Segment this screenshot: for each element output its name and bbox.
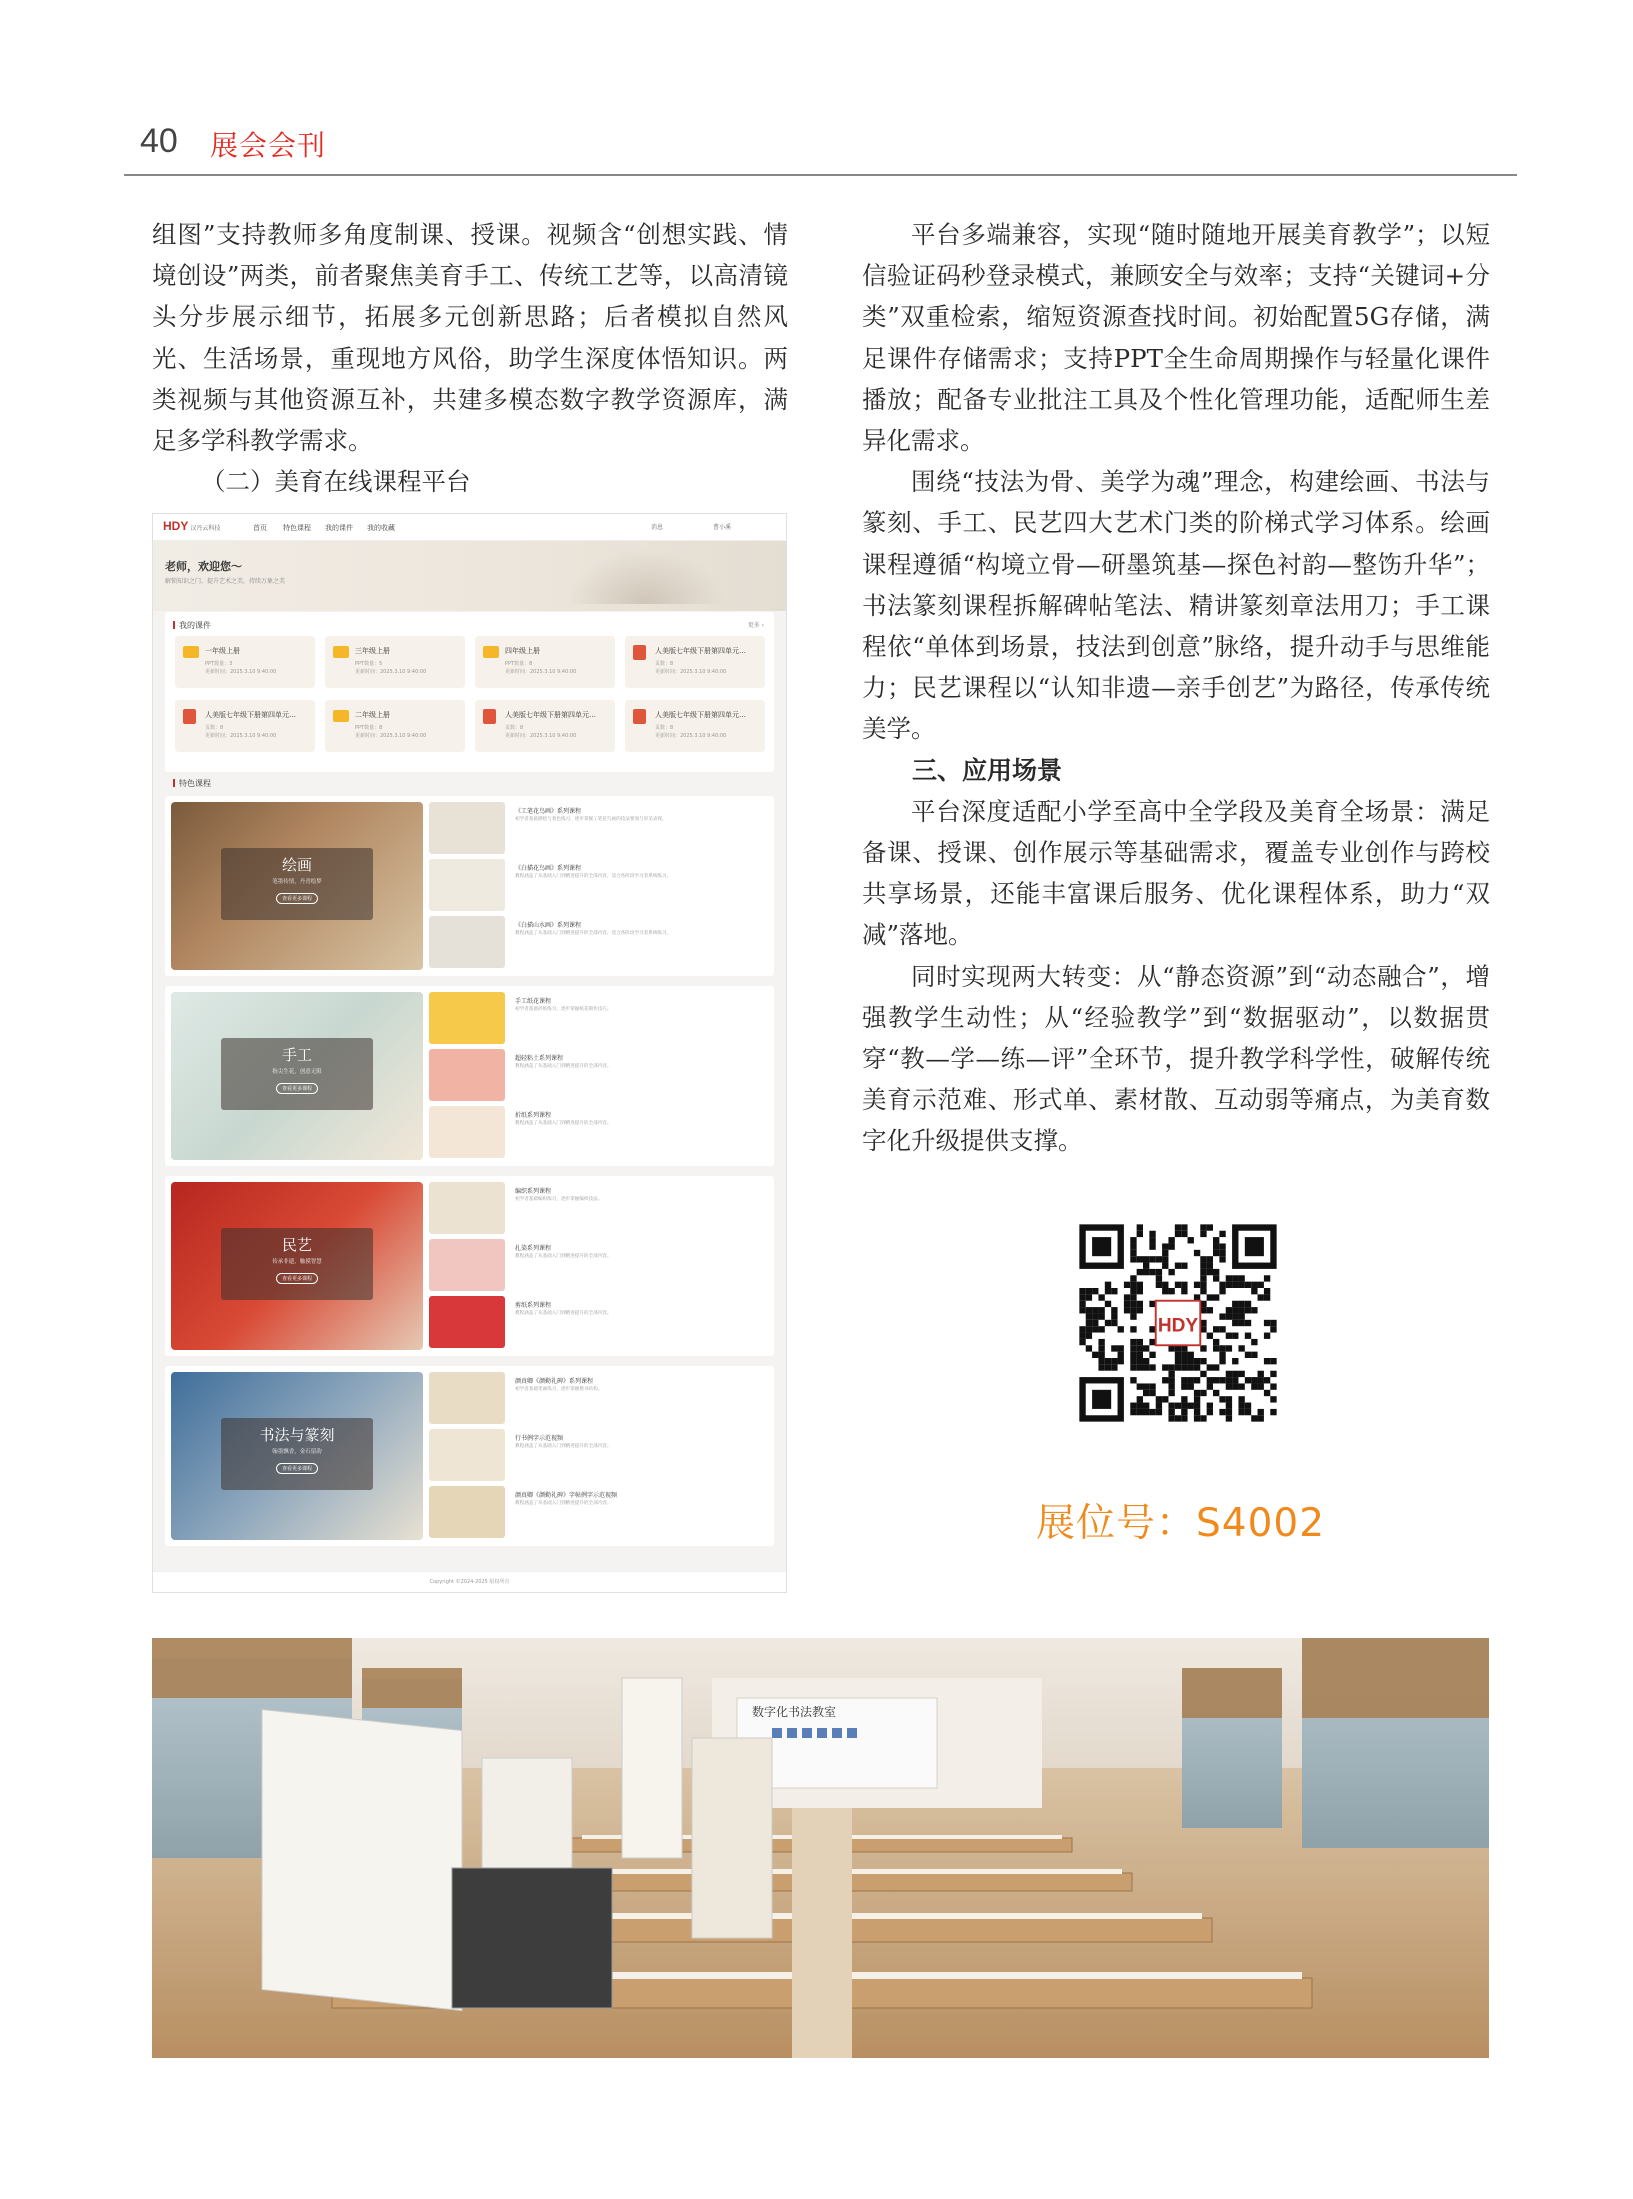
course-desc: 教程涵盖了从基础入门到精进提升的全部内容。 <box>515 1444 612 1449</box>
right-paragraph-2: 围绕“技法为骨、美学为魂”理念，构建绘画、书法与篆刻、手工、民艺四大艺术门类的阶梯式学习体系。绘画课程遵循“构境立骨—研墨筑基—探色衬韵—整饬升华”；书法篆刻课程拆解碑帖笔法、精讲篆刻章法用刀；手工课程依“单体到场景，技法到创意”脉络，提升动手与思维能力；民艺课程以“认知非遗—亲手创艺”为路径，传承传统美学。 <box>862 467 1490 744</box>
courseware-title: 人美版七年级下册第四单元… <box>655 647 746 655</box>
featured-course-block <box>165 796 774 976</box>
qr-code <box>1073 1218 1283 1428</box>
right-paragraph-4: 同时实现两大转变：从“静态资源”到“动态融合”，增强教学生动性；从“经验教学”到“数据驱动”，以数据贯穿“教—学—练—评”全环节，提升教学科学性，破解传统美育示范难、形式单、素材散、互动弱等痛点，为美育数字化升级提供支撑。 <box>862 961 1490 1156</box>
ppt-icon <box>483 709 496 724</box>
header-rule <box>124 174 1517 176</box>
courseware-date: 更新时间：2025.3.10 9:40:00 <box>205 669 277 675</box>
course-title[interactable]: 折纸系列课程 <box>515 1112 552 1119</box>
featured-desc: 翰墨飘香，金石留韵 <box>272 1449 322 1455</box>
course-thumbnail[interactable] <box>429 1372 505 1424</box>
courseware-date: 更新时间：2025.3.10 9:40:00 <box>505 669 577 675</box>
courseware-more-link[interactable]: 更多 › <box>747 622 764 629</box>
folder-icon <box>483 646 499 658</box>
right-column <box>862 214 1490 1162</box>
courseware-meta: 页数：8 <box>655 725 674 731</box>
courseware-card[interactable] <box>625 636 765 688</box>
featured-title: 特色课程 <box>173 778 211 789</box>
featured-cover[interactable] <box>171 802 423 970</box>
courseware-card[interactable] <box>475 700 615 752</box>
course-title[interactable]: 《白描花鸟画》系列课程 <box>515 865 582 872</box>
ppt-icon <box>633 709 646 724</box>
view-more-button[interactable]: 查看更多课程 <box>276 893 318 904</box>
folder-icon <box>183 646 199 658</box>
featured-category: 绘画 <box>281 856 312 874</box>
course-thumbnail[interactable] <box>429 1429 505 1481</box>
featured-course-block <box>165 986 774 1166</box>
courseware-meta: 页数：8 <box>505 725 524 731</box>
courseware-meta: 页数：8 <box>205 725 224 731</box>
view-more-button[interactable]: 查看更多课程 <box>276 1273 318 1284</box>
magazine-name: 展会会刊 <box>210 129 327 162</box>
folder-icon <box>333 646 349 658</box>
course-title[interactable]: 颜真卿《颜勤礼碑》字帖例字示范视频 <box>515 1492 618 1499</box>
featured-desc: 传承非遗，触摸智慧 <box>272 1259 322 1265</box>
courseware-title: 二年级上册 <box>355 711 390 719</box>
course-desc: 初学者基础笔画练习，逐步掌握楷书结构。 <box>515 1387 603 1392</box>
course-thumbnail[interactable] <box>429 1296 505 1348</box>
my-courseware-panel <box>165 612 774 772</box>
course-thumbnail[interactable] <box>429 859 505 911</box>
featured-cover[interactable] <box>171 992 423 1160</box>
course-thumbnail[interactable] <box>429 992 505 1044</box>
course-title[interactable]: 颜真卿《颜勤礼碑》系列课程 <box>515 1378 594 1385</box>
course-title[interactable]: 《白描山水画》系列课程 <box>515 922 582 929</box>
platform-screenshot <box>152 513 787 1593</box>
welcome-subtext: 解锁知识之门，提升艺术之美，持续万象之美 <box>165 578 286 585</box>
course-title[interactable]: 手工纸花课程 <box>515 998 552 1005</box>
course-thumbnail[interactable] <box>429 1182 505 1234</box>
course-desc: 教程涵盖了从基础入门到精进提升的全部内容。 <box>515 1121 612 1126</box>
course-title[interactable]: 超轻粘土系列课程 <box>515 1055 564 1062</box>
courseware-date: 更新时间：2025.3.10 9:40:00 <box>205 733 277 739</box>
ppt-icon <box>183 709 196 724</box>
featured-course-block <box>165 1176 774 1356</box>
courseware-card[interactable] <box>325 700 465 752</box>
section-heading-3: 三、应用场景 <box>912 755 1063 785</box>
featured-category: 手工 <box>281 1046 312 1064</box>
courseware-card[interactable] <box>175 700 315 752</box>
course-thumbnail[interactable] <box>429 1106 505 1158</box>
left-subheading: （二）美育在线课程平台 <box>201 467 471 497</box>
welcome-text: 老师，欢迎您～ <box>165 560 242 573</box>
courseware-meta: PPT数量：8 <box>505 661 533 667</box>
board-title: 数字化书法教室 <box>752 1705 837 1719</box>
featured-cover[interactable] <box>171 1372 423 1540</box>
course-desc: 教程涵盖了从基础入门到精进提升的全部内容，适合各阶段学习者系统练习。 <box>515 931 672 936</box>
classroom-photo <box>152 1638 1489 2058</box>
platform-navbar <box>153 514 786 541</box>
course-desc: 教程涵盖了从基础入门到精进提升的全部内容，适合各阶段学习者系统练习。 <box>515 874 672 879</box>
courseware-date: 更新时间：2025.3.10 9:40:00 <box>655 733 727 739</box>
courseware-meta: PPT数量：3 <box>205 661 233 667</box>
course-desc: 教程涵盖了从基础入门到精进提升的全部内容。 <box>515 1311 612 1316</box>
right-paragraph-1: 平台多端兼容，实现“随时随地开展美育教学”；以短信验证码秒登录模式，兼顾安全与效率；支持“关键词+分类”双重检索，缩短资源查找时间。初始配置5G存储，满足课件存储需求；支持PPT全生命周期操作与轻量化课件播放；配备专业批注工具及个性化管理功能，适配师生差异化需求。 <box>862 220 1490 456</box>
courseware-title: 四年级上册 <box>505 647 540 655</box>
featured-desc: 指尖生花，创意无限 <box>272 1069 322 1075</box>
course-desc: 初学者基础编织练习，逐步掌握编织技法。 <box>515 1197 603 1202</box>
courseware-card[interactable] <box>475 636 615 688</box>
course-thumbnail[interactable] <box>429 1049 505 1101</box>
courseware-date: 更新时间：2025.3.10 9:40:00 <box>355 733 427 739</box>
course-desc: 教程涵盖了从基础入门到精进提升的全部内容。 <box>515 1501 612 1506</box>
courseware-title: 人美版七年级下册第四单元… <box>655 711 746 719</box>
course-desc: 教程涵盖了从基础入门到精进提升的全部内容。 <box>515 1254 612 1259</box>
nav-item-home[interactable]: 首页 <box>253 524 267 532</box>
course-thumbnail[interactable] <box>429 802 505 854</box>
view-more-button[interactable]: 查看更多课程 <box>276 1463 318 1474</box>
svg-text:HDY: HDY <box>1157 1315 1199 1337</box>
nav-messages[interactable]: 消息 <box>651 524 664 531</box>
courseware-card[interactable] <box>625 700 765 752</box>
featured-category: 民艺 <box>281 1236 312 1254</box>
nav-item-my-courseware[interactable]: 我的课件 <box>325 524 353 532</box>
platform-footer: Copyright ©2024-2025 版权所有 <box>153 1571 786 1592</box>
course-desc: 初学者基础折纸练习，逐步掌握纸花制作技巧。 <box>515 1007 612 1012</box>
courseware-title: 一年级上册 <box>205 647 240 655</box>
course-title[interactable]: 剪纸系列课程 <box>515 1302 552 1309</box>
featured-desc: 笔墨传情，丹青绘梦 <box>272 879 322 885</box>
course-title[interactable]: 编织系列课程 <box>515 1188 552 1195</box>
featured-course-block <box>165 1366 774 1546</box>
left-paragraph-1: 组图”支持教师多角度制课、授课。视频含“创想实践、情境创设”两类，前者聚焦美育手工、传统工艺等，以高清镜头分步展示细节，拓展多元创新思路；后者模拟自然风光、生活场景，重现地方风俗，助学生深度体悟知识。两类视频与其他资源互补，共建多模态数字教学资源库，满足多学科教学需求。 <box>152 220 788 456</box>
course-thumbnail[interactable] <box>429 1486 505 1538</box>
courseware-title: 三年级上册 <box>355 647 390 655</box>
course-thumbnail[interactable] <box>429 1239 505 1291</box>
courseware-meta: PPT数量：5 <box>355 661 383 667</box>
courseware-meta: 页数：8 <box>655 661 674 667</box>
course-title[interactable]: 行书例字示范视频 <box>515 1435 564 1442</box>
right-paragraph-3: 平台深度适配小学至高中全学段及美育全场景：满足备课、授课、创作展示等基础需求，覆盖专业创作与跨校共享场景，还能丰富课后服务、优化课程体系，助力“双减”落地。 <box>862 796 1490 950</box>
course-thumbnail[interactable] <box>429 916 505 968</box>
course-desc: 初学者基础描绘与着色练习，逐步掌握工笔花鸟画的技法要领与审美表现。 <box>515 817 667 822</box>
course-desc: 教程涵盖了从基础入门到精进提升的全部内容。 <box>515 1064 612 1069</box>
course-title[interactable]: 《工笔花鸟画》系列课程 <box>515 808 582 815</box>
courseware-date: 更新时间：2025.3.10 9:40:00 <box>355 669 427 675</box>
courseware-card[interactable] <box>325 636 465 688</box>
ppt-icon <box>633 645 646 660</box>
courseware-date: 更新时间：2025.3.10 9:40:00 <box>655 669 727 675</box>
left-column <box>152 214 788 502</box>
nav-item-featured[interactable]: 特色课程 <box>283 524 311 532</box>
featured-cover[interactable] <box>171 1182 423 1350</box>
nav-item-favorites[interactable]: 我的收藏 <box>367 524 395 532</box>
my-courseware-title: 我的课件 <box>173 620 211 631</box>
courseware-card[interactable] <box>175 636 315 688</box>
course-title[interactable]: 扎染系列课程 <box>515 1245 552 1252</box>
nav-user[interactable]: 曹小溪 <box>713 524 732 531</box>
platform-logo: HDY 汉丹云科技 <box>163 519 221 533</box>
view-more-button[interactable]: 查看更多课程 <box>276 1083 318 1094</box>
page-number: 40 <box>140 122 178 160</box>
courseware-title: 人美版七年级下册第四单元… <box>505 711 596 719</box>
courseware-title: 人美版七年级下册第四单元… <box>205 711 296 719</box>
courseware-date: 更新时间：2025.3.10 9:40:00 <box>505 733 577 739</box>
booth-number: 展位号：S4002 <box>1036 1501 1326 1546</box>
featured-category: 书法与篆刻 <box>259 1426 335 1444</box>
folder-icon <box>333 710 349 722</box>
courseware-meta: PPT数量：8 <box>355 725 383 731</box>
